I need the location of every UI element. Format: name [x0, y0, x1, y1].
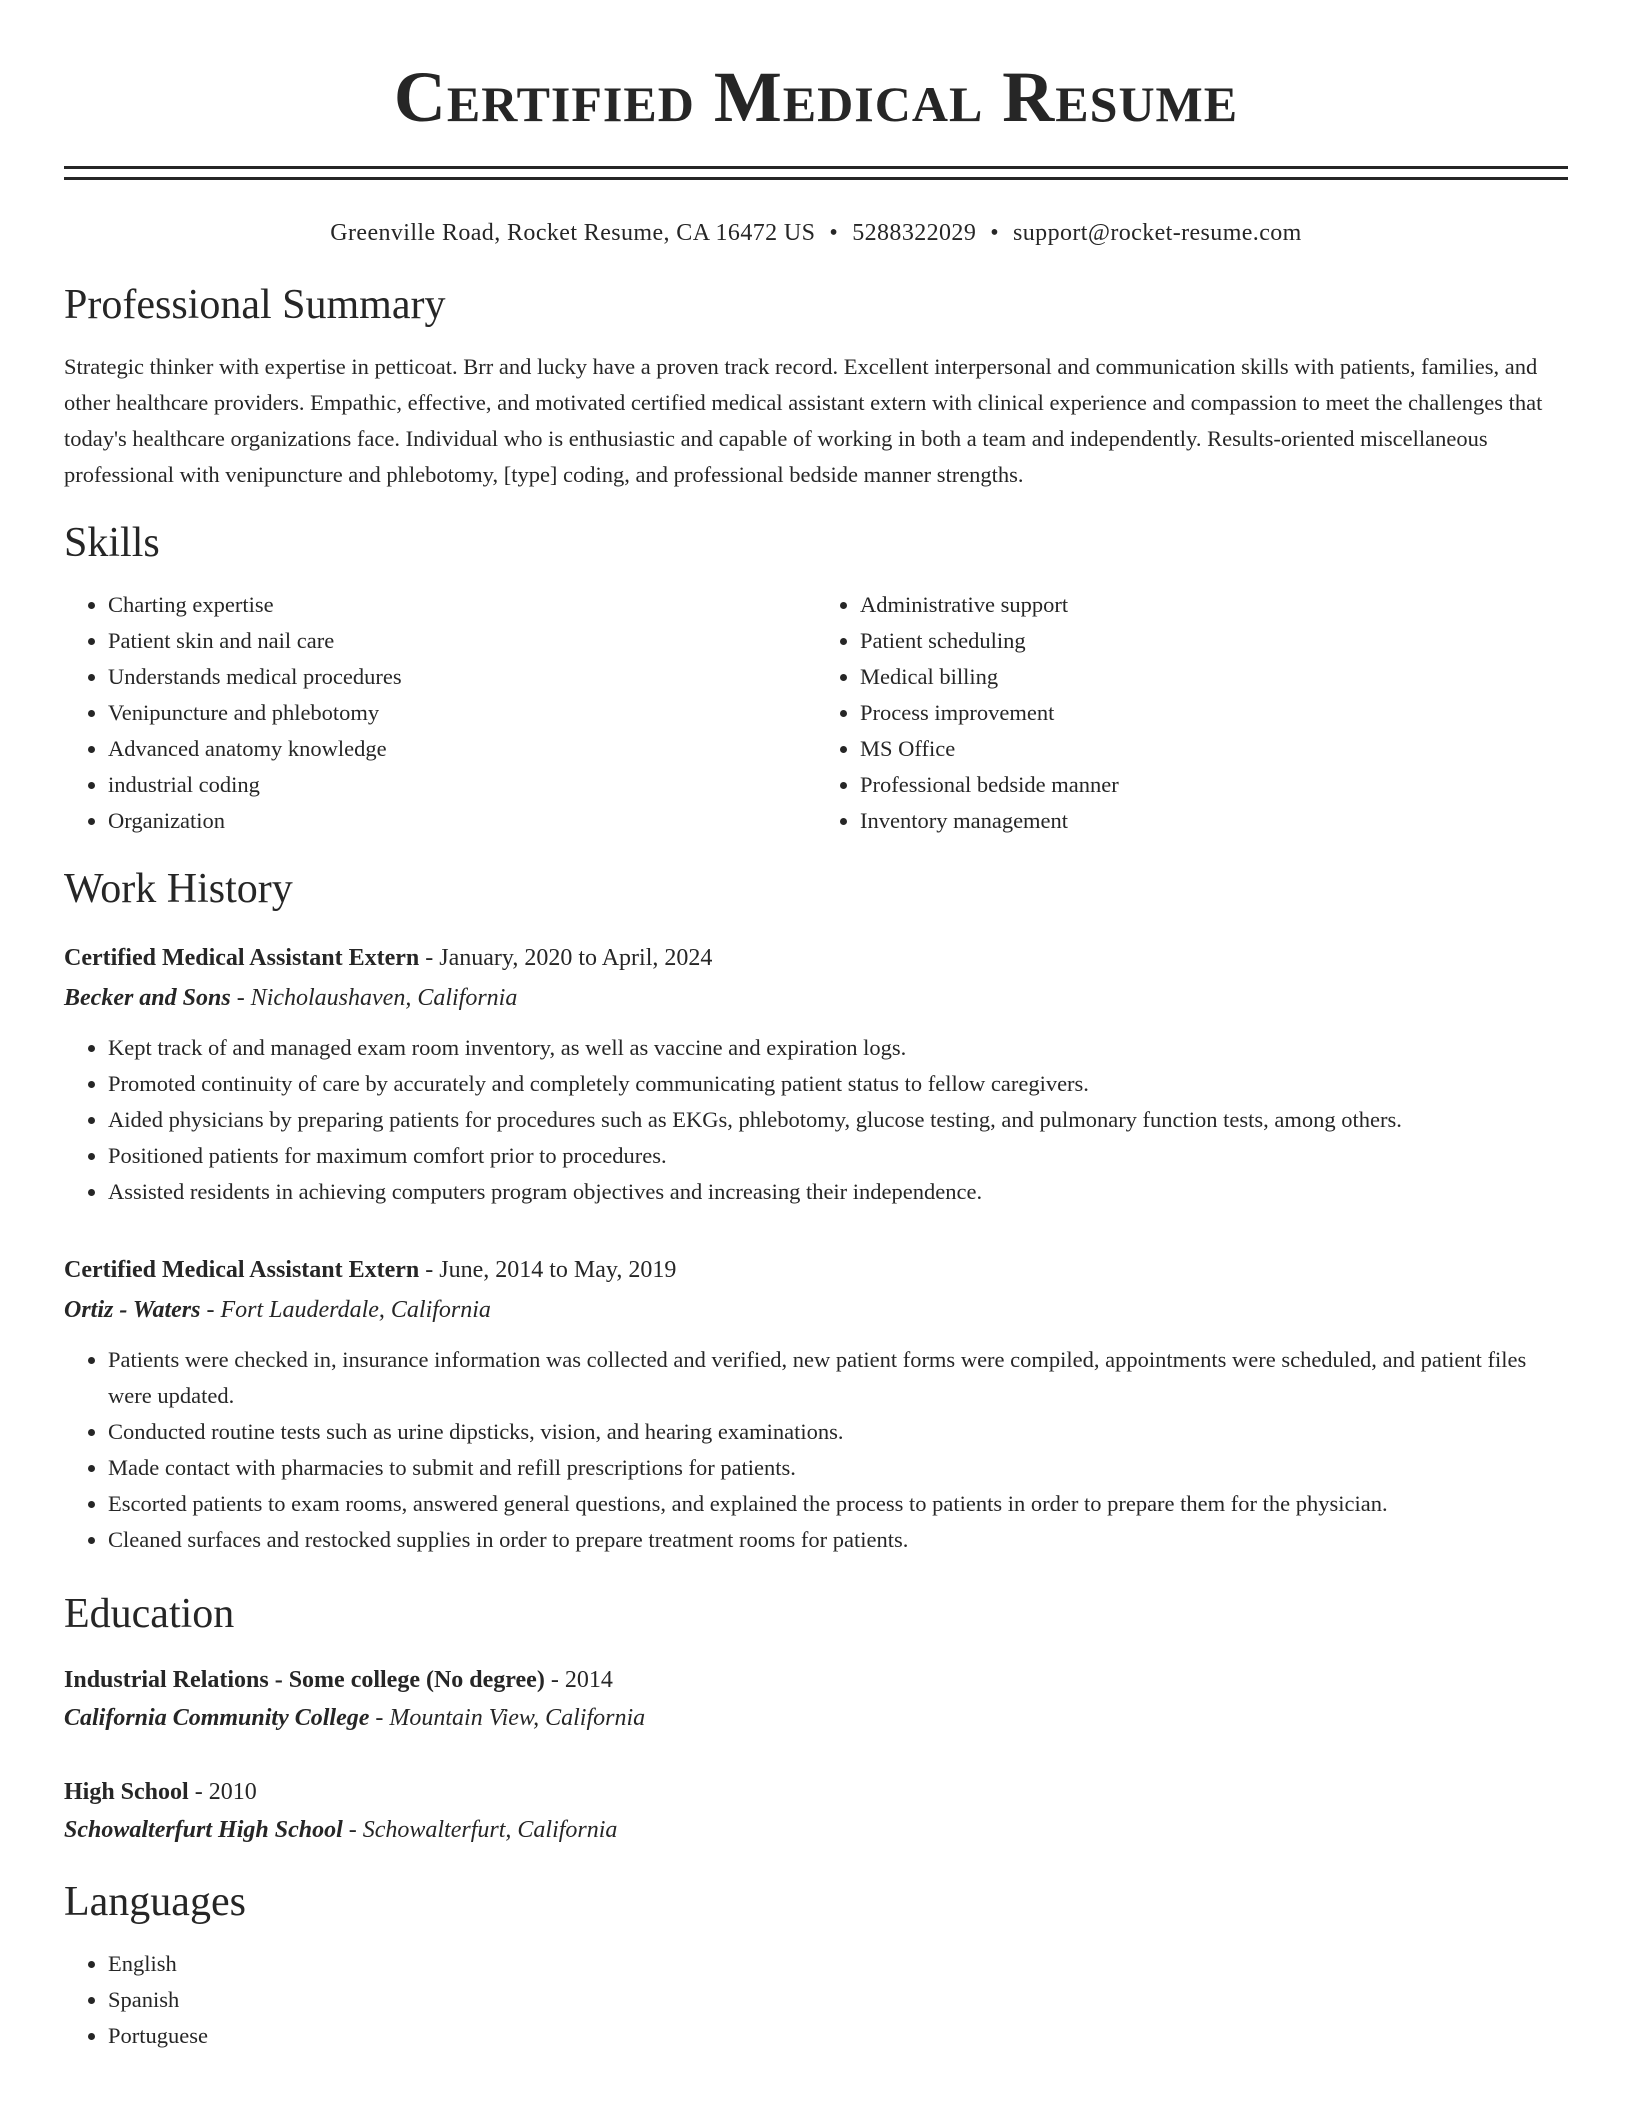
education-entry	[64, 1774, 1568, 1848]
job-entry	[64, 940, 1568, 1210]
summary-text: Strategic thinker with expertise in petticoat. Brr and lucky have a proven track record. Excellent interpersonal and communication skills with patients, families, and other healthcare providers. Empathic, effective, and motivated certified medical assistant extern with clinical experience and compassion to meet the challenges that today's healthcare organizations face. Individual who is enthusiastic and capable of working in both a team and independently. Results-oriented miscellaneous professional with venipuncture and phlebotomy, [type] coding, and professional bedside manner strengths.	[64, 354, 1543, 487]
skill-item: • MS Office	[860, 731, 1568, 767]
job-company-line	[64, 1292, 1568, 1328]
job-bullets	[64, 1030, 1568, 1210]
job-location: - Nicholaushaven, California	[230, 985, 518, 1011]
languages-heading: Languages	[64, 1879, 246, 1925]
contact-email: support@rocket-resume.com	[1013, 220, 1302, 246]
education-school: Schowalterfurt High School	[64, 1817, 343, 1843]
skill-item: • Advanced anatomy knowledge	[108, 731, 816, 767]
education-school-line	[64, 1700, 1568, 1736]
job-company: Becker and Sons	[64, 985, 231, 1011]
skill-item: • Patient skin and nail care	[108, 623, 816, 659]
language-item: • Portuguese	[108, 2018, 1568, 2054]
summary-heading: Professional Summary	[64, 282, 446, 328]
education-location: - Schowalterfurt, California	[342, 1817, 618, 1843]
education-degree-line	[64, 1662, 1568, 1698]
education-heading: Education	[64, 1591, 235, 1637]
title-double-rule	[64, 166, 1568, 180]
job-dates: - June, 2014 to May, 2019	[419, 1257, 677, 1283]
job-bullet: • Promoted continuity of care by accurately and completely communicating patient status to fellow caregivers.	[108, 1066, 1568, 1102]
job-bullet: • Escorted patients to exam rooms, answered general questions, and explained the process to patients in order to prepare them for the physician.	[108, 1486, 1568, 1522]
job-title-line	[64, 1252, 1568, 1288]
resume-title: Certified Medical Resume	[393, 57, 1239, 137]
job-title: Certified Medical Assistant Extern	[64, 945, 420, 971]
job-title-line	[64, 940, 1568, 976]
contact-separator: •	[990, 220, 1000, 246]
job-dates: - January, 2020 to April, 2024	[419, 945, 713, 971]
language-item: • English	[108, 1946, 1568, 1982]
education-school: California Community College	[64, 1705, 370, 1731]
job-bullets	[64, 1342, 1568, 1558]
job-location: - Fort Lauderdale, California	[200, 1297, 491, 1323]
skill-item: • Administrative support	[860, 587, 1568, 623]
skills-grid	[64, 587, 1568, 839]
skill-item: • Professional bedside manner	[860, 767, 1568, 803]
skills-column-left	[64, 587, 816, 839]
education-school-line	[64, 1812, 1568, 1848]
education-degree: Industrial Relations - Some college (No degree)	[64, 1667, 545, 1693]
contact-address: Greenville Road, Rocket Resume, CA 16472 US	[330, 220, 816, 246]
skill-item: • Venipuncture and phlebotomy	[108, 695, 816, 731]
contact-separator: •	[829, 220, 839, 246]
skills-column-right	[816, 587, 1568, 839]
skill-item: • industrial coding	[108, 767, 816, 803]
job-company-line	[64, 980, 1568, 1016]
job-bullet: • Assisted residents in achieving computers program objectives and increasing their independence.	[108, 1174, 1568, 1210]
education-entry	[64, 1662, 1568, 1736]
job-bullet: • Cleaned surfaces and restocked supplies in order to prepare treatment rooms for patients.	[108, 1522, 1568, 1558]
skills-heading: Skills	[64, 520, 160, 566]
language-item: • Spanish	[108, 1982, 1568, 2018]
job-bullet: • Kept track of and managed exam room inventory, as well as vaccine and expiration logs.	[108, 1030, 1568, 1066]
job-bullet: • Patients were checked in, insurance information was collected and verified, new patient forms were compiled, appointments were scheduled, and patient files were updated.	[108, 1342, 1568, 1414]
contact-line	[64, 218, 1568, 248]
job-title: Certified Medical Assistant Extern	[64, 1257, 420, 1283]
education-degree-line	[64, 1774, 1568, 1810]
skill-item: • Understands medical procedures	[108, 659, 816, 695]
job-bullet: • Made contact with pharmacies to submit and refill prescriptions for patients.	[108, 1450, 1568, 1486]
skill-item: • Process improvement	[860, 695, 1568, 731]
job-entry	[64, 1252, 1568, 1558]
work-history-heading: Work History	[64, 866, 293, 912]
languages-list	[64, 1946, 1568, 2054]
education-year: - 2014	[544, 1667, 613, 1693]
job-company: Ortiz - Waters	[64, 1297, 201, 1323]
skill-item: • Inventory management	[860, 803, 1568, 839]
education-degree: High School	[64, 1779, 189, 1805]
job-bullet: • Positioned patients for maximum comfort prior to procedures.	[108, 1138, 1568, 1174]
contact-phone: 5288322029	[852, 220, 977, 246]
job-bullet: • Aided physicians by preparing patients for procedures such as EKGs, phlebotomy, glucose testing, and pulmonary function tests, among others.	[108, 1102, 1568, 1138]
skill-item: • Patient scheduling	[860, 623, 1568, 659]
skill-item: • Medical billing	[860, 659, 1568, 695]
skill-item: • Charting expertise	[108, 587, 816, 623]
education-year: - 2010	[188, 1779, 257, 1805]
education-location: - Mountain View, California	[369, 1705, 646, 1731]
skill-item: • Organization	[108, 803, 816, 839]
job-bullet: • Conducted routine tests such as urine dipsticks, vision, and hearing examinations.	[108, 1414, 1568, 1450]
